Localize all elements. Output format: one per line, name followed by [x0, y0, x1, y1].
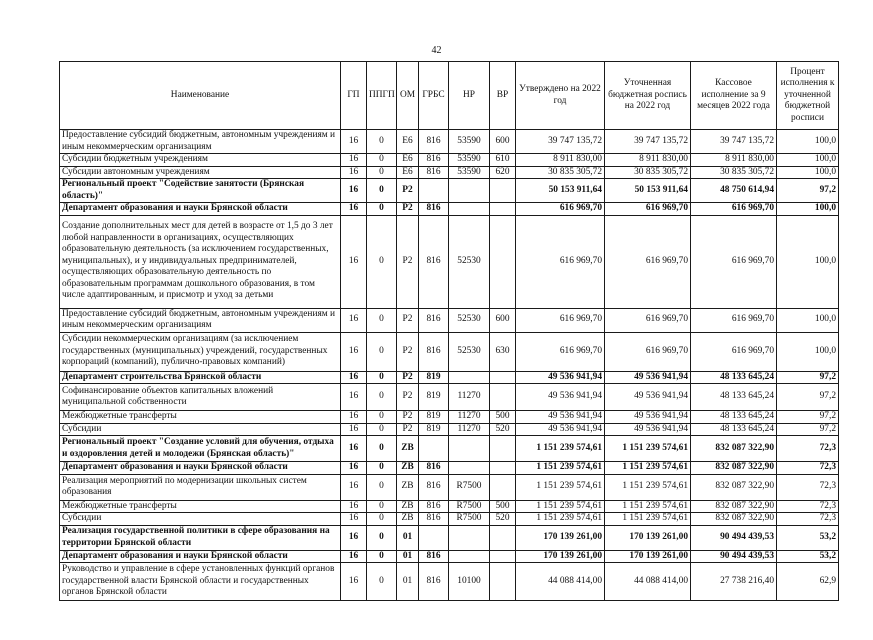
cell-revised: 616 969,70 [605, 332, 691, 371]
cell-ppgp: 0 [367, 308, 397, 332]
cell-grbs [419, 179, 449, 203]
cell-revised: 616 969,70 [605, 215, 691, 308]
cell-ppgp: 0 [367, 130, 397, 154]
cell-executed: 616 969,70 [691, 308, 777, 332]
cell-nr: 53590 [449, 166, 490, 179]
cell-name: Департамент образования и науки Брянской области [60, 550, 341, 563]
cell-ppgp: 0 [367, 550, 397, 563]
cell-om: Р2 [397, 384, 419, 411]
cell-percent: 72,3 [777, 474, 839, 500]
cell-grbs: 816 [419, 215, 449, 308]
cell-percent: 100,0 [777, 130, 839, 154]
cell-name: Субсидии бюджетным учреждениям [60, 154, 341, 167]
cell-ppgp: 0 [367, 436, 397, 462]
cell-percent: 97,2 [777, 423, 839, 436]
table-row [60, 474, 839, 500]
cell-executed: 48 133 645,24 [691, 371, 777, 384]
header-om: ОМ [397, 62, 419, 130]
cell-executed: 90 494 439,53 [691, 550, 777, 563]
cell-vr: 620 [490, 166, 516, 179]
cell-name: Субсидии [60, 423, 341, 436]
header-vr: ВР [490, 62, 516, 130]
cell-om: 01 [397, 550, 419, 563]
cell-approved: 616 969,70 [516, 332, 605, 371]
cell-om: ZB [397, 436, 419, 462]
cell-ppgp: 0 [367, 500, 397, 513]
cell-approved: 44 088 414,00 [516, 563, 605, 601]
cell-approved: 1 151 239 574,61 [516, 436, 605, 462]
table-row [60, 371, 839, 384]
cell-vr [490, 563, 516, 601]
table-row [60, 154, 839, 167]
header-percent: Процент исполнения к уточненной бюджетной росписи [777, 62, 839, 130]
cell-name: Субсидии автономным учреждениям [60, 166, 341, 179]
header-grbs: ГРБС [419, 62, 449, 130]
table-row [60, 179, 839, 203]
cell-name: Предоставление субсидий бюджетным, автономным учреждениям и иным некоммерческим организациям [60, 130, 341, 154]
header-revised: Уточненная бюджетная роспись на 2022 год [605, 62, 691, 130]
cell-revised: 170 139 261,00 [605, 550, 691, 563]
cell-nr: 10100 [449, 563, 490, 601]
cell-gp: 16 [341, 371, 367, 384]
cell-ppgp: 0 [367, 332, 397, 371]
cell-grbs: 816 [419, 130, 449, 154]
cell-vr [490, 203, 516, 216]
cell-revised: 44 088 414,00 [605, 563, 691, 601]
cell-approved: 616 969,70 [516, 308, 605, 332]
cell-ppgp: 0 [367, 525, 397, 550]
cell-vr [490, 371, 516, 384]
cell-vr: 630 [490, 332, 516, 371]
table-header-row [60, 62, 839, 130]
cell-nr [449, 525, 490, 550]
cell-executed: 48 750 614,94 [691, 179, 777, 203]
cell-executed: 8 911 830,00 [691, 154, 777, 167]
cell-vr [490, 474, 516, 500]
cell-percent: 100,0 [777, 203, 839, 216]
cell-grbs: 819 [419, 384, 449, 411]
budget-table [59, 61, 839, 601]
cell-gp: 16 [341, 179, 367, 203]
cell-name: Департамент строительства Брянской области [60, 371, 341, 384]
header-gp: ГП [341, 62, 367, 130]
cell-approved: 1 151 239 574,61 [516, 462, 605, 475]
cell-grbs: 819 [419, 371, 449, 384]
cell-revised: 30 835 305,72 [605, 166, 691, 179]
cell-executed: 832 087 322,90 [691, 462, 777, 475]
cell-om: Р2 [397, 179, 419, 203]
cell-approved: 616 969,70 [516, 203, 605, 216]
table-row [60, 550, 839, 563]
table-row [60, 203, 839, 216]
cell-vr: 600 [490, 130, 516, 154]
cell-gp: 16 [341, 332, 367, 371]
cell-approved: 1 151 239 574,61 [516, 500, 605, 513]
cell-ppgp: 0 [367, 179, 397, 203]
cell-nr: 52530 [449, 332, 490, 371]
table-row [60, 462, 839, 475]
table-row [60, 215, 839, 308]
cell-percent: 97,2 [777, 179, 839, 203]
cell-executed: 616 969,70 [691, 215, 777, 308]
page-number: 42 [431, 45, 442, 56]
cell-om: Р2 [397, 308, 419, 332]
cell-grbs: 819 [419, 411, 449, 424]
cell-approved: 49 536 941,94 [516, 384, 605, 411]
cell-percent: 100,0 [777, 215, 839, 308]
cell-executed: 832 087 322,90 [691, 500, 777, 513]
cell-executed: 48 133 645,24 [691, 423, 777, 436]
header-nr: НР [449, 62, 490, 130]
cell-om: Р2 [397, 423, 419, 436]
cell-vr: 520 [490, 423, 516, 436]
cell-vr [490, 436, 516, 462]
cell-vr: 610 [490, 154, 516, 167]
cell-revised: 1 151 239 574,61 [605, 462, 691, 475]
cell-gp: 16 [341, 525, 367, 550]
cell-vr: 520 [490, 513, 516, 526]
cell-nr [449, 203, 490, 216]
cell-name: Создание дополнительных мест для детей в возрасте от 1,5 до 3 лет любой направленности в организациях, осуществляющих образовательную деятельность (за исключением государственных, муниципальных), и у индивидуальных предпринимателей, осуществляющих образовательную деятельность по образовательным программам дошкольного образования, в том числе адаптированным, и присмотр и уход за детьми [60, 215, 341, 308]
cell-approved: 49 536 941,94 [516, 371, 605, 384]
cell-om: Р2 [397, 215, 419, 308]
cell-name: Предоставление субсидий бюджетным, автономным учреждениям и иным некоммерческим организациям [60, 308, 341, 332]
cell-nr: 53590 [449, 154, 490, 167]
cell-grbs: 816 [419, 332, 449, 371]
cell-gp: 16 [341, 423, 367, 436]
cell-nr [449, 436, 490, 462]
table-row [60, 130, 839, 154]
cell-om: ZB [397, 500, 419, 513]
table-body [60, 130, 839, 601]
cell-revised: 8 911 830,00 [605, 154, 691, 167]
cell-approved: 30 835 305,72 [516, 166, 605, 179]
cell-name: Субсидии [60, 513, 341, 526]
cell-om: ZB [397, 513, 419, 526]
cell-executed: 616 969,70 [691, 332, 777, 371]
cell-gp: 16 [341, 563, 367, 601]
cell-executed: 616 969,70 [691, 203, 777, 216]
cell-gp: 16 [341, 308, 367, 332]
cell-gp: 16 [341, 513, 367, 526]
table-row [60, 513, 839, 526]
cell-revised: 616 969,70 [605, 203, 691, 216]
cell-revised: 49 536 941,94 [605, 384, 691, 411]
table-row [60, 332, 839, 371]
cell-grbs: 819 [419, 423, 449, 436]
table-row [60, 423, 839, 436]
cell-revised: 49 536 941,94 [605, 371, 691, 384]
cell-ppgp: 0 [367, 371, 397, 384]
cell-nr [449, 179, 490, 203]
table-row [60, 500, 839, 513]
cell-grbs: 816 [419, 513, 449, 526]
cell-percent: 72,3 [777, 436, 839, 462]
cell-nr: R7500 [449, 513, 490, 526]
cell-name: Департамент образования и науки Брянской области [60, 203, 341, 216]
cell-om: Е6 [397, 130, 419, 154]
cell-revised: 39 747 135,72 [605, 130, 691, 154]
cell-percent: 100,0 [777, 166, 839, 179]
cell-approved: 49 536 941,94 [516, 423, 605, 436]
cell-approved: 39 747 135,72 [516, 130, 605, 154]
cell-vr [490, 215, 516, 308]
cell-approved: 1 151 239 574,61 [516, 513, 605, 526]
cell-executed: 48 133 645,24 [691, 384, 777, 411]
cell-gp: 16 [341, 462, 367, 475]
cell-grbs: 816 [419, 474, 449, 500]
cell-nr: 53590 [449, 130, 490, 154]
cell-approved: 616 969,70 [516, 215, 605, 308]
cell-executed: 39 747 135,72 [691, 130, 777, 154]
cell-executed: 27 738 216,40 [691, 563, 777, 601]
cell-name: Региональный проект "Создание условий для обучения, отдыха и оздоровления детей и молодежи (Брянская область)" [60, 436, 341, 462]
cell-om: Е6 [397, 166, 419, 179]
cell-nr [449, 462, 490, 475]
header-name: Наименование [60, 62, 341, 130]
cell-grbs: 816 [419, 500, 449, 513]
table-row [60, 308, 839, 332]
cell-vr [490, 384, 516, 411]
cell-ppgp: 0 [367, 215, 397, 308]
cell-percent: 72,3 [777, 500, 839, 513]
header-approved: Утверждено на 2022 год [516, 62, 605, 130]
cell-name: Софинансирование объектов капитальных вложений муниципальной собственности [60, 384, 341, 411]
cell-percent: 97,2 [777, 384, 839, 411]
cell-gp: 16 [341, 550, 367, 563]
cell-revised: 1 151 239 574,61 [605, 500, 691, 513]
cell-nr: 11270 [449, 384, 490, 411]
cell-revised: 49 536 941,94 [605, 411, 691, 424]
cell-percent: 100,0 [777, 308, 839, 332]
cell-name: Реализация государственной политики в сфере образования на территории Брянской области [60, 525, 341, 550]
cell-revised: 616 969,70 [605, 308, 691, 332]
cell-revised: 1 151 239 574,61 [605, 474, 691, 500]
cell-name: Межбюджетные трансферты [60, 500, 341, 513]
cell-om: ZB [397, 462, 419, 475]
cell-executed: 832 087 322,90 [691, 436, 777, 462]
cell-revised: 49 536 941,94 [605, 423, 691, 436]
cell-executed: 48 133 645,24 [691, 411, 777, 424]
cell-om: 01 [397, 563, 419, 601]
cell-ppgp: 0 [367, 513, 397, 526]
cell-grbs [419, 436, 449, 462]
cell-gp: 16 [341, 154, 367, 167]
cell-grbs: 816 [419, 203, 449, 216]
cell-gp: 16 [341, 166, 367, 179]
cell-name: Реализация мероприятий по модернизации школьных систем образования [60, 474, 341, 500]
cell-vr [490, 550, 516, 563]
cell-nr: 52530 [449, 215, 490, 308]
cell-gp: 16 [341, 215, 367, 308]
cell-percent: 53,2 [777, 525, 839, 550]
cell-name: Субсидии некоммерческим организациям (за исключением государственных (муниципальных) учреждений, государственных корпораций (компаний), публично-правовых компаний) [60, 332, 341, 371]
cell-vr [490, 462, 516, 475]
cell-gp: 16 [341, 500, 367, 513]
table-row [60, 166, 839, 179]
table-row [60, 563, 839, 601]
cell-approved: 8 911 830,00 [516, 154, 605, 167]
cell-om: Р2 [397, 332, 419, 371]
cell-name: Региональный проект "Содействие занятости (Брянская область)" [60, 179, 341, 203]
cell-approved: 1 151 239 574,61 [516, 474, 605, 500]
cell-revised: 1 151 239 574,61 [605, 436, 691, 462]
cell-approved: 170 139 261,00 [516, 550, 605, 563]
table-row [60, 411, 839, 424]
cell-ppgp: 0 [367, 462, 397, 475]
cell-nr [449, 550, 490, 563]
cell-executed: 832 087 322,90 [691, 474, 777, 500]
cell-nr: 52530 [449, 308, 490, 332]
cell-executed: 90 494 439,53 [691, 525, 777, 550]
cell-om: Е6 [397, 154, 419, 167]
cell-percent: 100,0 [777, 332, 839, 371]
header-executed: Кассовое исполнение за 9 месяцев 2022 года [691, 62, 777, 130]
cell-ppgp: 0 [367, 166, 397, 179]
cell-percent: 72,3 [777, 462, 839, 475]
cell-gp: 16 [341, 474, 367, 500]
cell-ppgp: 0 [367, 411, 397, 424]
cell-vr: 500 [490, 500, 516, 513]
cell-ppgp: 0 [367, 203, 397, 216]
cell-grbs: 816 [419, 166, 449, 179]
table-row [60, 384, 839, 411]
cell-gp: 16 [341, 411, 367, 424]
cell-nr: 11270 [449, 423, 490, 436]
cell-percent: 53,2 [777, 550, 839, 563]
cell-vr: 500 [490, 411, 516, 424]
cell-percent: 100,0 [777, 154, 839, 167]
cell-vr [490, 525, 516, 550]
cell-percent: 97,2 [777, 371, 839, 384]
cell-grbs: 816 [419, 462, 449, 475]
cell-name: Департамент образования и науки Брянской области [60, 462, 341, 475]
cell-revised: 1 151 239 574,61 [605, 513, 691, 526]
cell-approved: 50 153 911,64 [516, 179, 605, 203]
cell-om: ZB [397, 474, 419, 500]
cell-om: Р2 [397, 371, 419, 384]
cell-revised: 50 153 911,64 [605, 179, 691, 203]
cell-approved: 49 536 941,94 [516, 411, 605, 424]
cell-om: Р2 [397, 411, 419, 424]
cell-grbs: 816 [419, 154, 449, 167]
cell-grbs: 816 [419, 563, 449, 601]
cell-gp: 16 [341, 130, 367, 154]
cell-om: Р2 [397, 203, 419, 216]
cell-executed: 832 087 322,90 [691, 513, 777, 526]
cell-percent: 62,9 [777, 563, 839, 601]
cell-nr [449, 371, 490, 384]
cell-name: Руководство и управление в сфере установленных функций органов государственной власти Брянской области и государственных органов Брянской области [60, 563, 341, 601]
cell-ppgp: 0 [367, 423, 397, 436]
cell-nr: 11270 [449, 411, 490, 424]
cell-name: Межбюджетные трансферты [60, 411, 341, 424]
cell-vr [490, 179, 516, 203]
cell-gp: 16 [341, 384, 367, 411]
cell-revised: 170 139 261,00 [605, 525, 691, 550]
cell-grbs: 816 [419, 308, 449, 332]
cell-ppgp: 0 [367, 384, 397, 411]
cell-ppgp: 0 [367, 154, 397, 167]
cell-vr: 600 [490, 308, 516, 332]
cell-ppgp: 0 [367, 563, 397, 601]
cell-nr: R7500 [449, 500, 490, 513]
cell-approved: 170 139 261,00 [516, 525, 605, 550]
cell-executed: 30 835 305,72 [691, 166, 777, 179]
table-row [60, 436, 839, 462]
cell-percent: 72,3 [777, 513, 839, 526]
cell-grbs: 816 [419, 550, 449, 563]
cell-ppgp: 0 [367, 474, 397, 500]
cell-percent: 97,2 [777, 411, 839, 424]
cell-nr: R7500 [449, 474, 490, 500]
cell-grbs [419, 525, 449, 550]
cell-gp: 16 [341, 203, 367, 216]
cell-gp: 16 [341, 436, 367, 462]
cell-om: 01 [397, 525, 419, 550]
table-row [60, 525, 839, 550]
header-ppgp: ППГП [367, 62, 397, 130]
